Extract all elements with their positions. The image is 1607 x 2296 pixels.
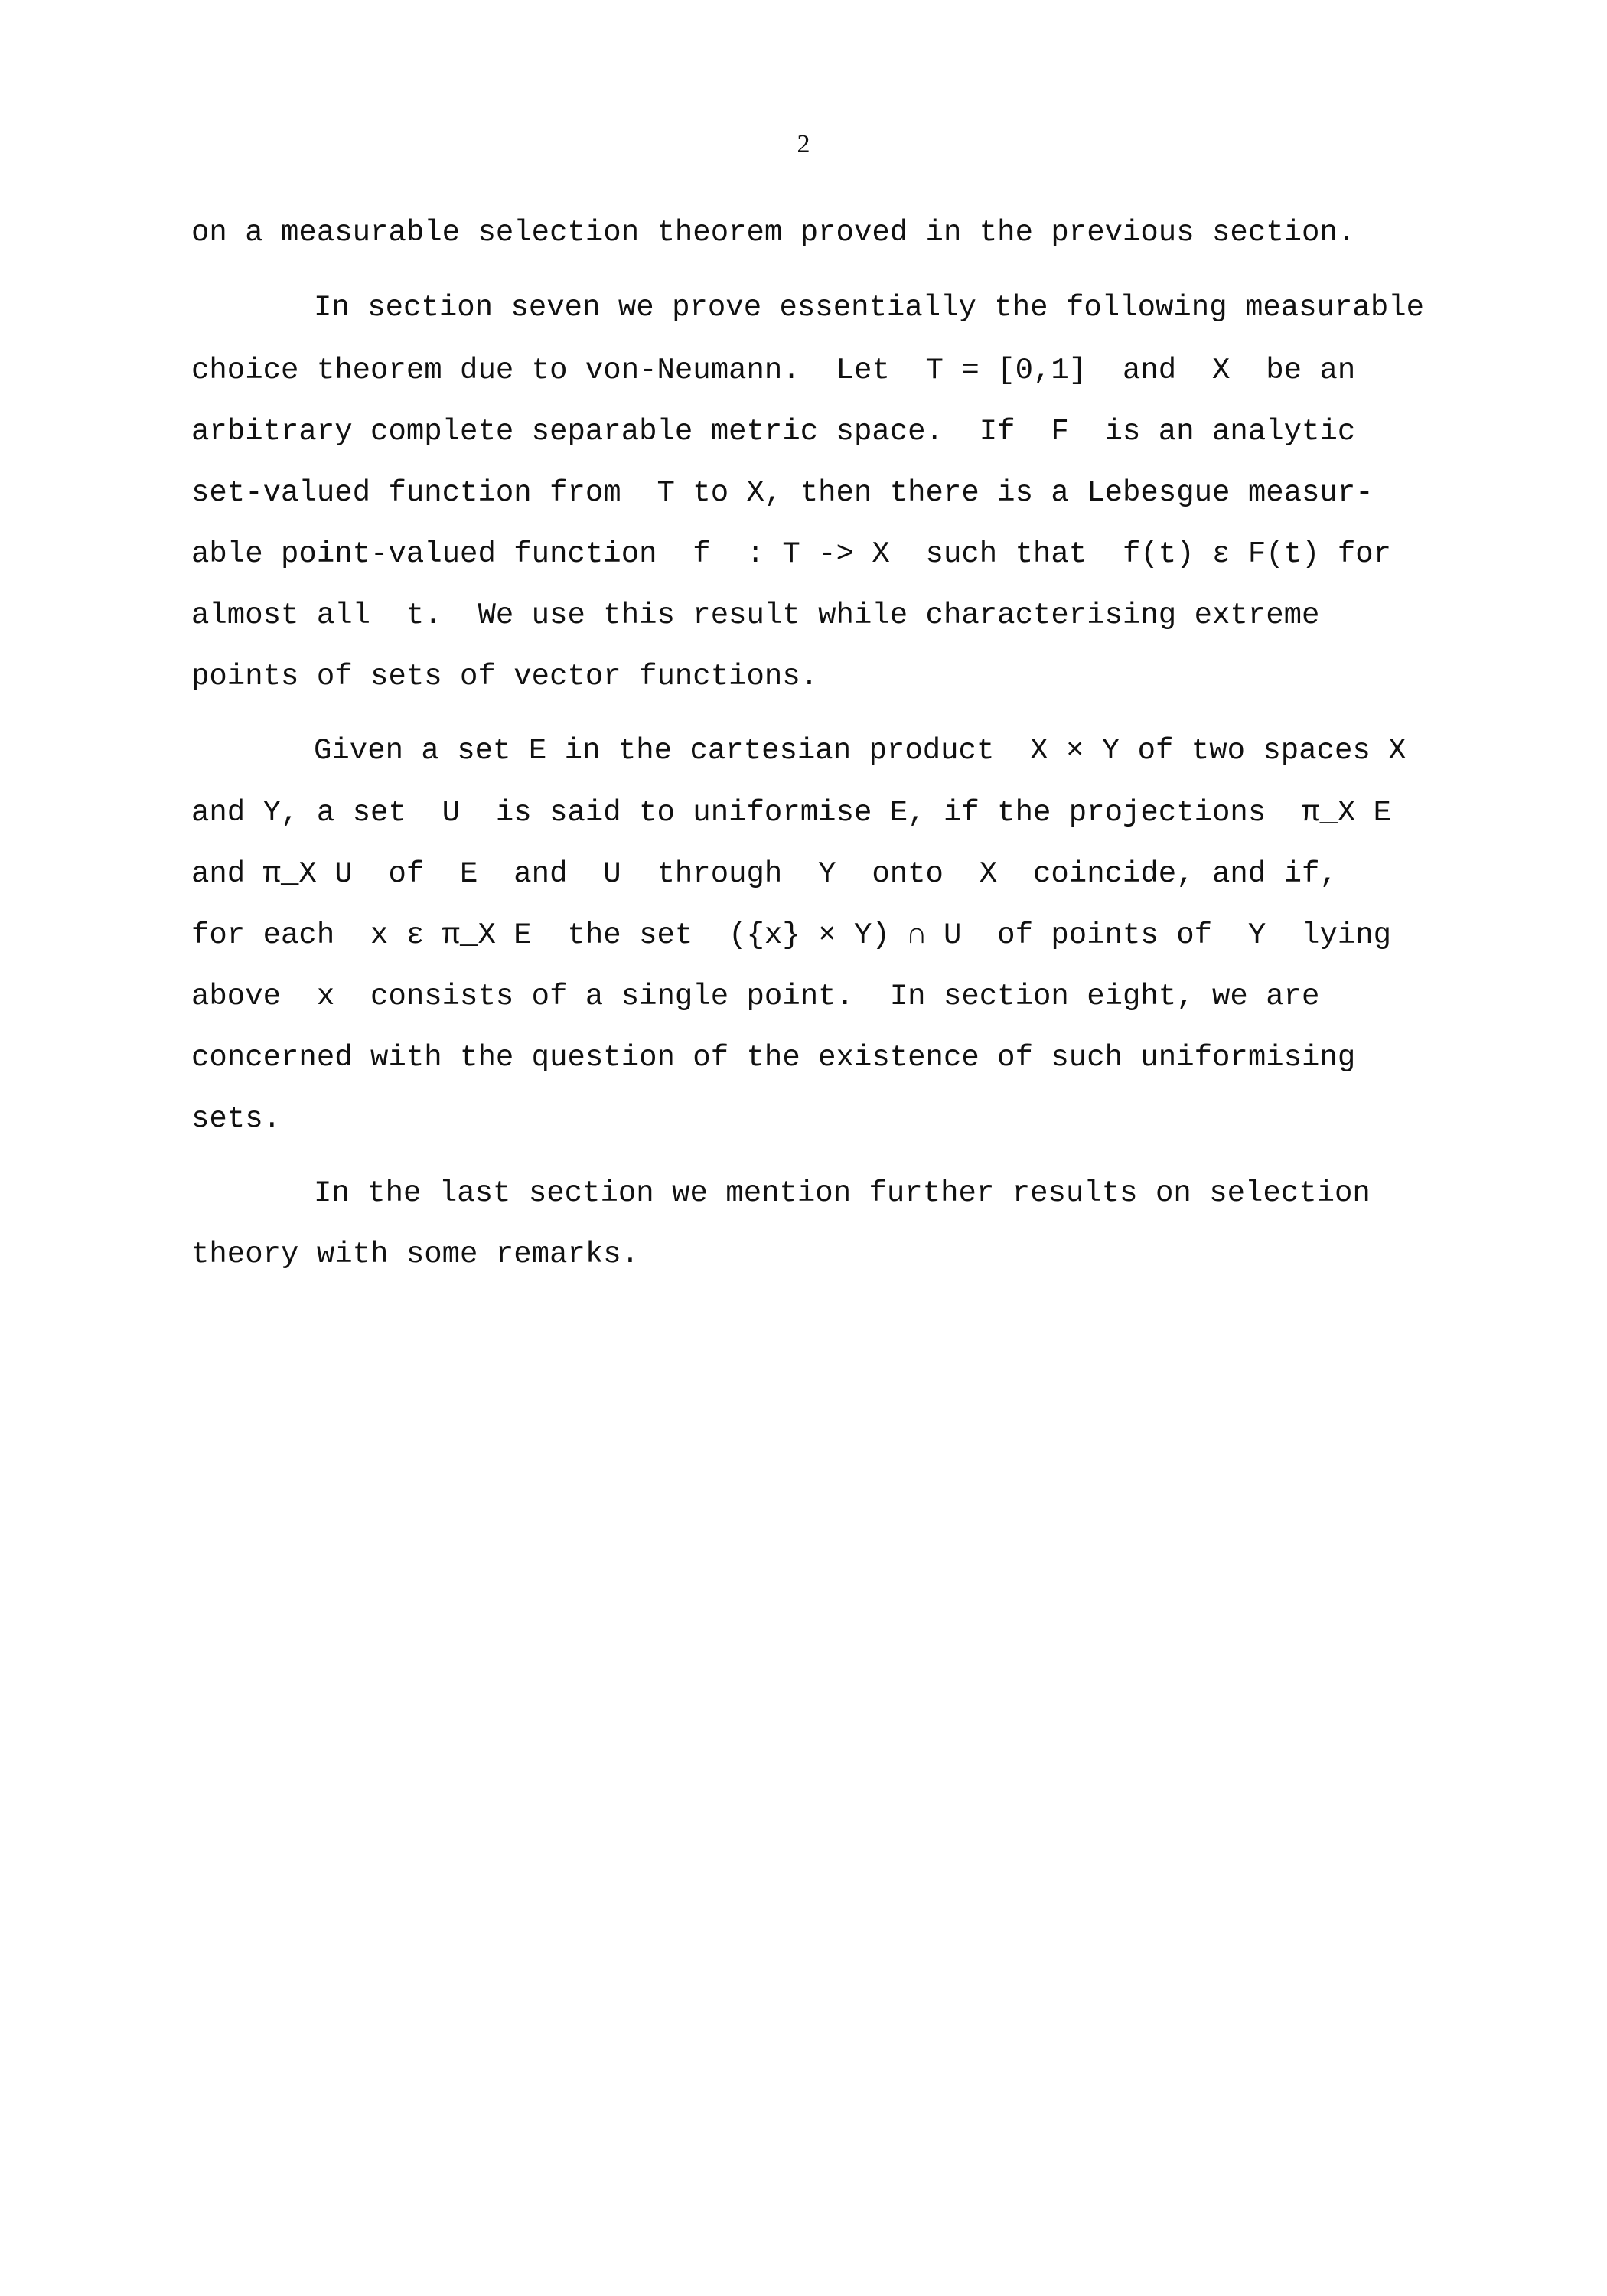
text-line: points of sets of vector functions. <box>191 660 819 693</box>
text-line: above x consists of a single point. In section eight, we are <box>191 980 1320 1013</box>
paragraph-first-line: Given a set E in the cartesian product X × Y of two spaces X <box>314 734 1407 768</box>
text-line: set-valued function from T to X, then there is a Lebesgue measur- <box>191 476 1374 510</box>
page-number: 2 <box>797 130 810 158</box>
paragraph-first-line: In section seven we prove essentially the following measurable <box>314 291 1425 325</box>
text-line: almost all t. We use this result while characterising extreme <box>191 598 1320 632</box>
text-line: concerned with the question of the existence of such uniformising <box>191 1041 1356 1075</box>
text-line: able point-valued function f : T -> X such that f(t) ε F(t) for <box>191 537 1392 571</box>
text-line: theory with some remarks. <box>191 1238 640 1271</box>
text-line: on a measurable selection theorem proved in the previous section. <box>191 216 1356 249</box>
text-line: choice theorem due to von-Neumann. Let T = [0,1] and X be an <box>191 354 1356 387</box>
text-line: and π_X U of E and U through Y onto X coincide, and if, <box>191 857 1338 891</box>
text-line: and Y, a set U is said to uniformise E, if the projections π_X E <box>191 796 1392 830</box>
paragraph-first-line: In the last section we mention further results on selection <box>314 1176 1371 1210</box>
text-line: sets. <box>191 1102 282 1136</box>
text-line: arbitrary complete separable metric space. If F is an analytic <box>191 415 1356 448</box>
text-line: for each x ε π_X E the set ({x} × Y) ∩ U of points of Y lying <box>191 918 1392 952</box>
